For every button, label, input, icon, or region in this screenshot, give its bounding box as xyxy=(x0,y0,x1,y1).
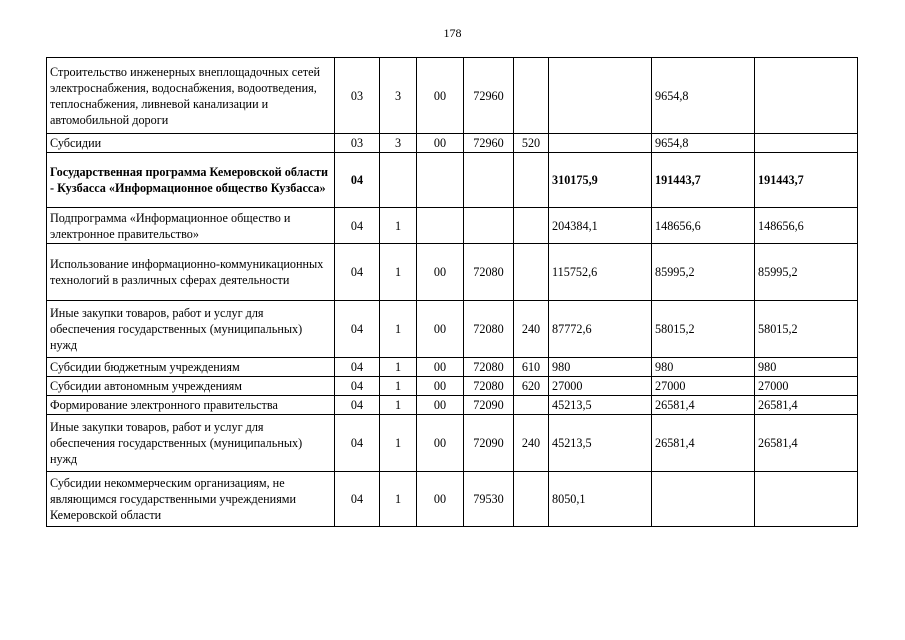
cell-sum-3: 26581,4 xyxy=(755,396,858,415)
cell-expense-type xyxy=(514,58,549,134)
cell-article: 72080 xyxy=(464,301,514,358)
row-name: Использование информационно-коммуникационных технологий в различных сферах деятельности xyxy=(47,244,335,301)
cell-program: 00 xyxy=(417,472,464,527)
cell-program: 00 xyxy=(417,396,464,415)
page-number: 178 xyxy=(443,26,462,40)
row-name: Субсидии бюджетным учреждениям xyxy=(47,358,335,377)
cell-sum-1: 8050,1 xyxy=(549,472,652,527)
cell-article: 72090 xyxy=(464,396,514,415)
table-row xyxy=(47,472,858,527)
cell-sum-2: 191443,7 xyxy=(652,153,755,208)
cell-sum-2: 980 xyxy=(652,358,755,377)
cell-sum-3: 27000 xyxy=(755,377,858,396)
cell-article xyxy=(464,208,514,244)
cell-subsection: 1 xyxy=(380,358,417,377)
cell-article xyxy=(464,153,514,208)
cell-subsection: 1 xyxy=(380,415,417,472)
cell-expense-type xyxy=(514,396,549,415)
cell-section: 04 xyxy=(335,415,380,472)
cell-subsection: 3 xyxy=(380,134,417,153)
cell-expense-type: 240 xyxy=(514,415,549,472)
table-row xyxy=(47,377,858,396)
cell-article: 72960 xyxy=(464,58,514,134)
cell-expense-type: 620 xyxy=(514,377,549,396)
cell-sum-1: 115752,6 xyxy=(549,244,652,301)
cell-subsection: 1 xyxy=(380,472,417,527)
table-row xyxy=(47,396,858,415)
cell-sum-1 xyxy=(549,134,652,153)
row-name: Государственная программа Кемеровской области - Кузбасса «Информационное общество Кузбасса» xyxy=(47,153,335,208)
table-row xyxy=(47,244,858,301)
cell-subsection: 1 xyxy=(380,301,417,358)
cell-program: 00 xyxy=(417,415,464,472)
cell-sum-2 xyxy=(652,472,755,527)
budget-table xyxy=(46,57,858,527)
cell-article: 72080 xyxy=(464,377,514,396)
cell-sum-2: 26581,4 xyxy=(652,415,755,472)
row-name: Субсидии некоммерческим организациям, не являющимся государственными учреждениями Кемеровской области xyxy=(47,472,335,527)
table-row xyxy=(47,301,858,358)
table-row xyxy=(47,58,858,134)
cell-article: 72090 xyxy=(464,415,514,472)
cell-expense-type xyxy=(514,153,549,208)
cell-sum-3 xyxy=(755,58,858,134)
cell-sum-1: 45213,5 xyxy=(549,415,652,472)
cell-expense-type xyxy=(514,208,549,244)
cell-section: 04 xyxy=(335,301,380,358)
row-name: Субсидии xyxy=(47,134,335,153)
cell-sum-3: 85995,2 xyxy=(755,244,858,301)
cell-section: 04 xyxy=(335,377,380,396)
cell-subsection: 3 xyxy=(380,58,417,134)
cell-sum-2: 9654,8 xyxy=(652,58,755,134)
cell-article: 72080 xyxy=(464,244,514,301)
table-row xyxy=(47,153,858,208)
cell-expense-type xyxy=(514,244,549,301)
cell-program: 00 xyxy=(417,377,464,396)
cell-sum-2: 148656,6 xyxy=(652,208,755,244)
cell-section: 04 xyxy=(335,396,380,415)
cell-section: 03 xyxy=(335,58,380,134)
row-name: Подпрограмма «Информационное общество и электронное правительство» xyxy=(47,208,335,244)
cell-sum-3 xyxy=(755,134,858,153)
cell-sum-2: 9654,8 xyxy=(652,134,755,153)
cell-article: 72080 xyxy=(464,358,514,377)
cell-sum-1: 310175,9 xyxy=(549,153,652,208)
cell-program: 00 xyxy=(417,358,464,377)
cell-sum-3 xyxy=(755,472,858,527)
row-name: Строительство инженерных внеплощадочных сетей электроснабжения, водоснабжения, водоотведения, теплоснабжения, ливневой канализации и автомобильной дороги xyxy=(47,58,335,134)
cell-program xyxy=(417,208,464,244)
cell-subsection xyxy=(380,153,417,208)
table-row xyxy=(47,134,858,153)
cell-program: 00 xyxy=(417,58,464,134)
cell-program: 00 xyxy=(417,301,464,358)
cell-expense-type: 520 xyxy=(514,134,549,153)
cell-sum-3: 148656,6 xyxy=(755,208,858,244)
cell-sum-1: 980 xyxy=(549,358,652,377)
cell-subsection: 1 xyxy=(380,208,417,244)
cell-sum-2: 85995,2 xyxy=(652,244,755,301)
cell-sum-1: 27000 xyxy=(549,377,652,396)
cell-sum-3: 980 xyxy=(755,358,858,377)
cell-section: 04 xyxy=(335,208,380,244)
table-row xyxy=(47,358,858,377)
cell-sum-2: 27000 xyxy=(652,377,755,396)
cell-program xyxy=(417,153,464,208)
cell-expense-type: 610 xyxy=(514,358,549,377)
cell-sum-2: 26581,4 xyxy=(652,396,755,415)
row-name: Иные закупки товаров, работ и услуг для обеспечения государственных (муниципальных) нужд xyxy=(47,301,335,358)
cell-subsection: 1 xyxy=(380,244,417,301)
cell-sum-3: 191443,7 xyxy=(755,153,858,208)
cell-expense-type: 240 xyxy=(514,301,549,358)
cell-article: 72960 xyxy=(464,134,514,153)
row-name: Формирование электронного правительства xyxy=(47,396,335,415)
cell-sum-1: 204384,1 xyxy=(549,208,652,244)
table-row xyxy=(47,208,858,244)
cell-program: 00 xyxy=(417,244,464,301)
row-name: Субсидии автономным учреждениям xyxy=(47,377,335,396)
cell-sum-3: 58015,2 xyxy=(755,301,858,358)
table-row xyxy=(47,415,858,472)
cell-expense-type xyxy=(514,472,549,527)
cell-program: 00 xyxy=(417,134,464,153)
cell-subsection: 1 xyxy=(380,396,417,415)
cell-sum-1 xyxy=(549,58,652,134)
cell-sum-1: 87772,6 xyxy=(549,301,652,358)
cell-sum-3: 26581,4 xyxy=(755,415,858,472)
cell-subsection: 1 xyxy=(380,377,417,396)
cell-section: 04 xyxy=(335,472,380,527)
cell-section: 04 xyxy=(335,153,380,208)
row-name: Иные закупки товаров, работ и услуг для обеспечения государственных (муниципальных) нужд xyxy=(47,415,335,472)
cell-section: 03 xyxy=(335,134,380,153)
cell-section: 04 xyxy=(335,244,380,301)
cell-sum-2: 58015,2 xyxy=(652,301,755,358)
cell-sum-1: 45213,5 xyxy=(549,396,652,415)
cell-article: 79530 xyxy=(464,472,514,527)
cell-section: 04 xyxy=(335,358,380,377)
